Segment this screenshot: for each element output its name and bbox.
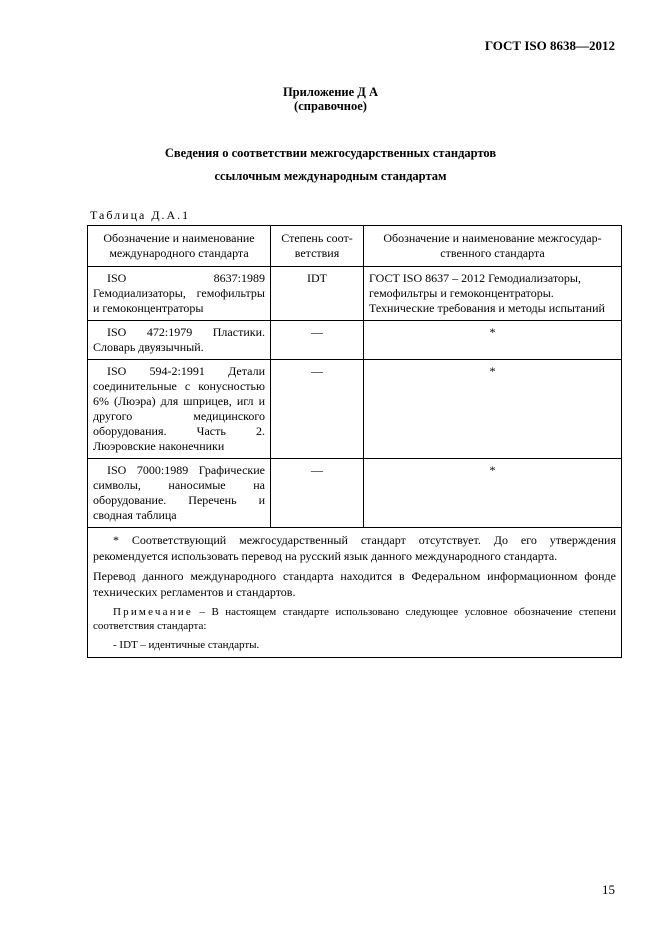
cell-interstate: * — [364, 360, 622, 459]
idt-definition: - IDT – идентичные стандарты. — [113, 639, 260, 651]
table-row — [88, 267, 622, 321]
table-row — [88, 459, 622, 528]
table-notes-row — [88, 528, 622, 658]
footnote: * Соответствующий межгосударственный стандарт отсутствует. До его утверждения рекомендуется использовать перевод на русский язык данного международного стандарта. — [93, 533, 616, 563]
header-international: Обозначение и наименование международного стандарта — [88, 226, 271, 267]
cell-degree: — — [271, 459, 364, 528]
section-title-line-1: Сведения о соответствии межгосударственных стандартов — [164, 146, 497, 160]
note-text: – В настоящем стандарте использовано следующее условное обозначение степени соответствия стандарта: — [93, 606, 616, 632]
standards-correspondence-table — [87, 225, 622, 658]
table-row — [88, 360, 622, 459]
page-number: 15 — [602, 882, 615, 897]
cell-degree: — — [271, 360, 364, 459]
translation-note: Перевод данного международного стандарта находится в Федеральном информационном фонде технических регламентов и стандартов. — [93, 569, 616, 599]
cell-international: ISO 7000:1989 Графические символы, наносимые на оборудование. Перечень и сводная таблица — [88, 459, 271, 528]
section-title — [0, 146, 661, 183]
cell-interstate: ГОСТ ISO 8637 – 2012 Гемодиализаторы, гемофильтры и гемоконцентраторы. Технические требования и методы испытаний — [364, 267, 622, 321]
cell-international: ISO 472:1979 Пластики. Словарь двуязычный. — [88, 321, 271, 360]
table-header-row — [88, 226, 622, 267]
table-caption: Таблица Д.А.1 — [90, 208, 191, 222]
table-notes — [88, 528, 622, 658]
table-row — [88, 321, 622, 360]
appendix-heading — [0, 85, 661, 113]
appendix-subtitle: (справочное) — [294, 99, 367, 113]
cell-degree: IDT — [271, 267, 364, 321]
header-interstate: Обозначение и наименование межгосудар-ственного стандарта — [364, 226, 622, 267]
note — [93, 605, 616, 633]
cell-interstate: * — [364, 459, 622, 528]
standard-code-header: ГОСТ ISO 8638—2012 — [484, 38, 615, 53]
section-title-line-2: ссылочным международным стандартам — [214, 169, 447, 183]
cell-international: ISO 594-2:1991 Детали соединительные с конусностью 6% (Люэра) для шприцев, игл и другого медицинского оборудования. Часть 2. Люэровские наконечники — [88, 360, 271, 459]
cell-degree: — — [271, 321, 364, 360]
note-label: Примечание — [113, 606, 193, 618]
header-degree: Степень соот-ветствия — [271, 226, 364, 267]
cell-interstate: * — [364, 321, 622, 360]
cell-international: ISO 8637:1989 Гемодиализаторы, гемофильтры и гемоконцентраторы — [88, 267, 271, 321]
appendix-title: Приложение Д А — [282, 85, 379, 99]
